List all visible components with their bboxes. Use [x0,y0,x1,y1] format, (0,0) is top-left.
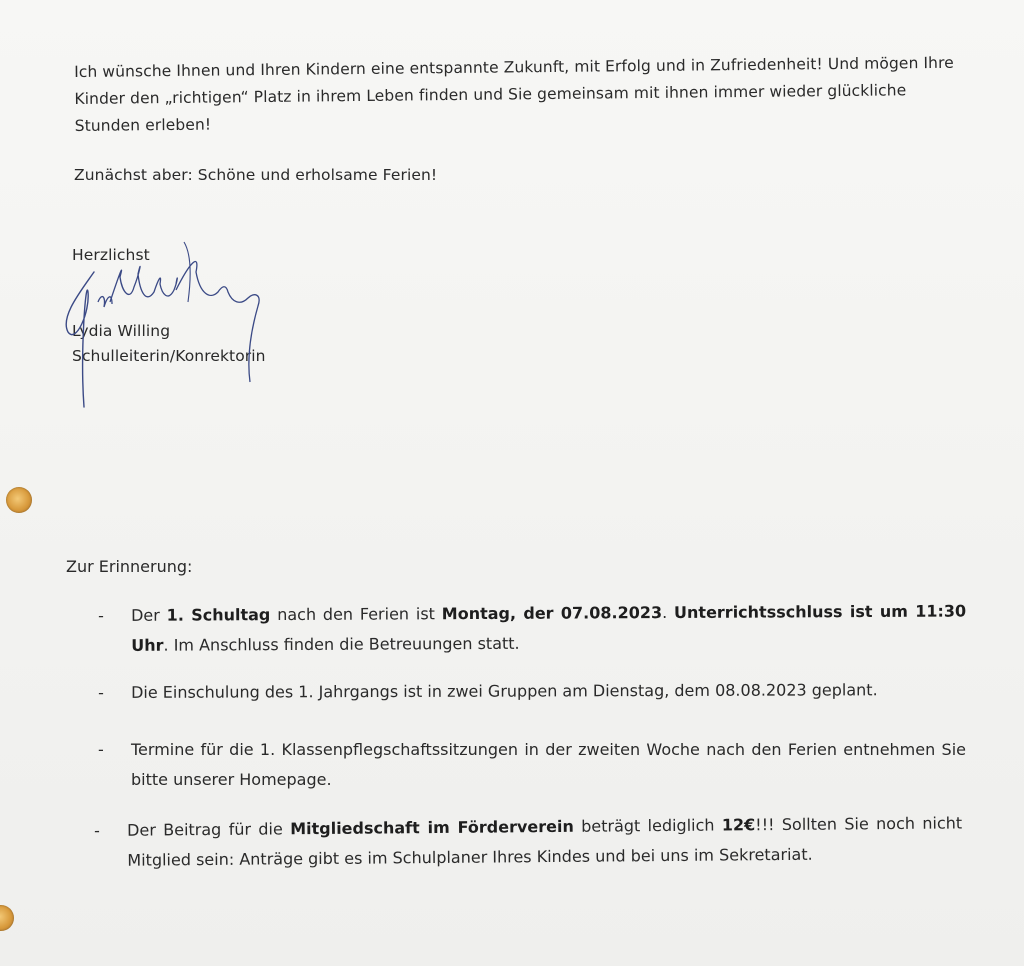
punch-hole [0,905,14,931]
punch-hole [6,487,32,513]
bullet-text: Termine für die 1. Klassenpflegschaftssitzungen in der zweiten Woche nach den Ferien entnehmen Sie bitte unserer Homepage. [131,740,966,789]
bullet-dash: - [98,682,104,702]
list-item [98,596,968,655]
bullet-text: Der 1. Schultag nach den Ferien ist Montag, der 07.08.2023. Unterrichtsschluss ist um 11:30 Uhr. Im Anschluss finden die Betreuungen statt. [131,601,967,655]
handwritten-signature [50,232,280,412]
bullet-text: Der Beitrag für die Mitgliedschaft im Förderverein beträgt lediglich 12€!!! Sollten Sie noch nicht Mitglied sein: Anträge gibt es im Schulplaner Ihres Kindes und bei uns im Sekretariat. [127,813,963,870]
signer-role: Schulleiterin/Konrektorin [72,347,266,365]
closing-paragraph: Ich wünsche Ihnen und Ihren Kindern eine entspannte Zukunft, mit Erfolg und in Zufriedenheit! Und mögen Ihre Kinder den „richtigen“ Platz in ihrem Leben finden und Sie gemeinsam mit ihnen immer wieder glückliche Stunden erleben! [74,53,954,135]
bullet-text: Die Einschulung des 1. Jahrgangs ist in zwei Gruppen am Dienstag, dem 08.08.2023 geplant. [131,680,878,702]
holiday-wish: Zunächst aber: Schöne und erholsame Ferien! [74,166,438,184]
greeting: Herzlichst [72,246,150,264]
signer-name: Lydia Willing [72,322,171,340]
list-item [98,675,968,702]
list-item [94,808,964,870]
bullet-dash: - [98,740,104,759]
reminder-heading: Zur Erinnerung: [66,557,193,576]
bullet-dash: - [94,820,100,840]
bullet-dash: - [98,605,104,625]
